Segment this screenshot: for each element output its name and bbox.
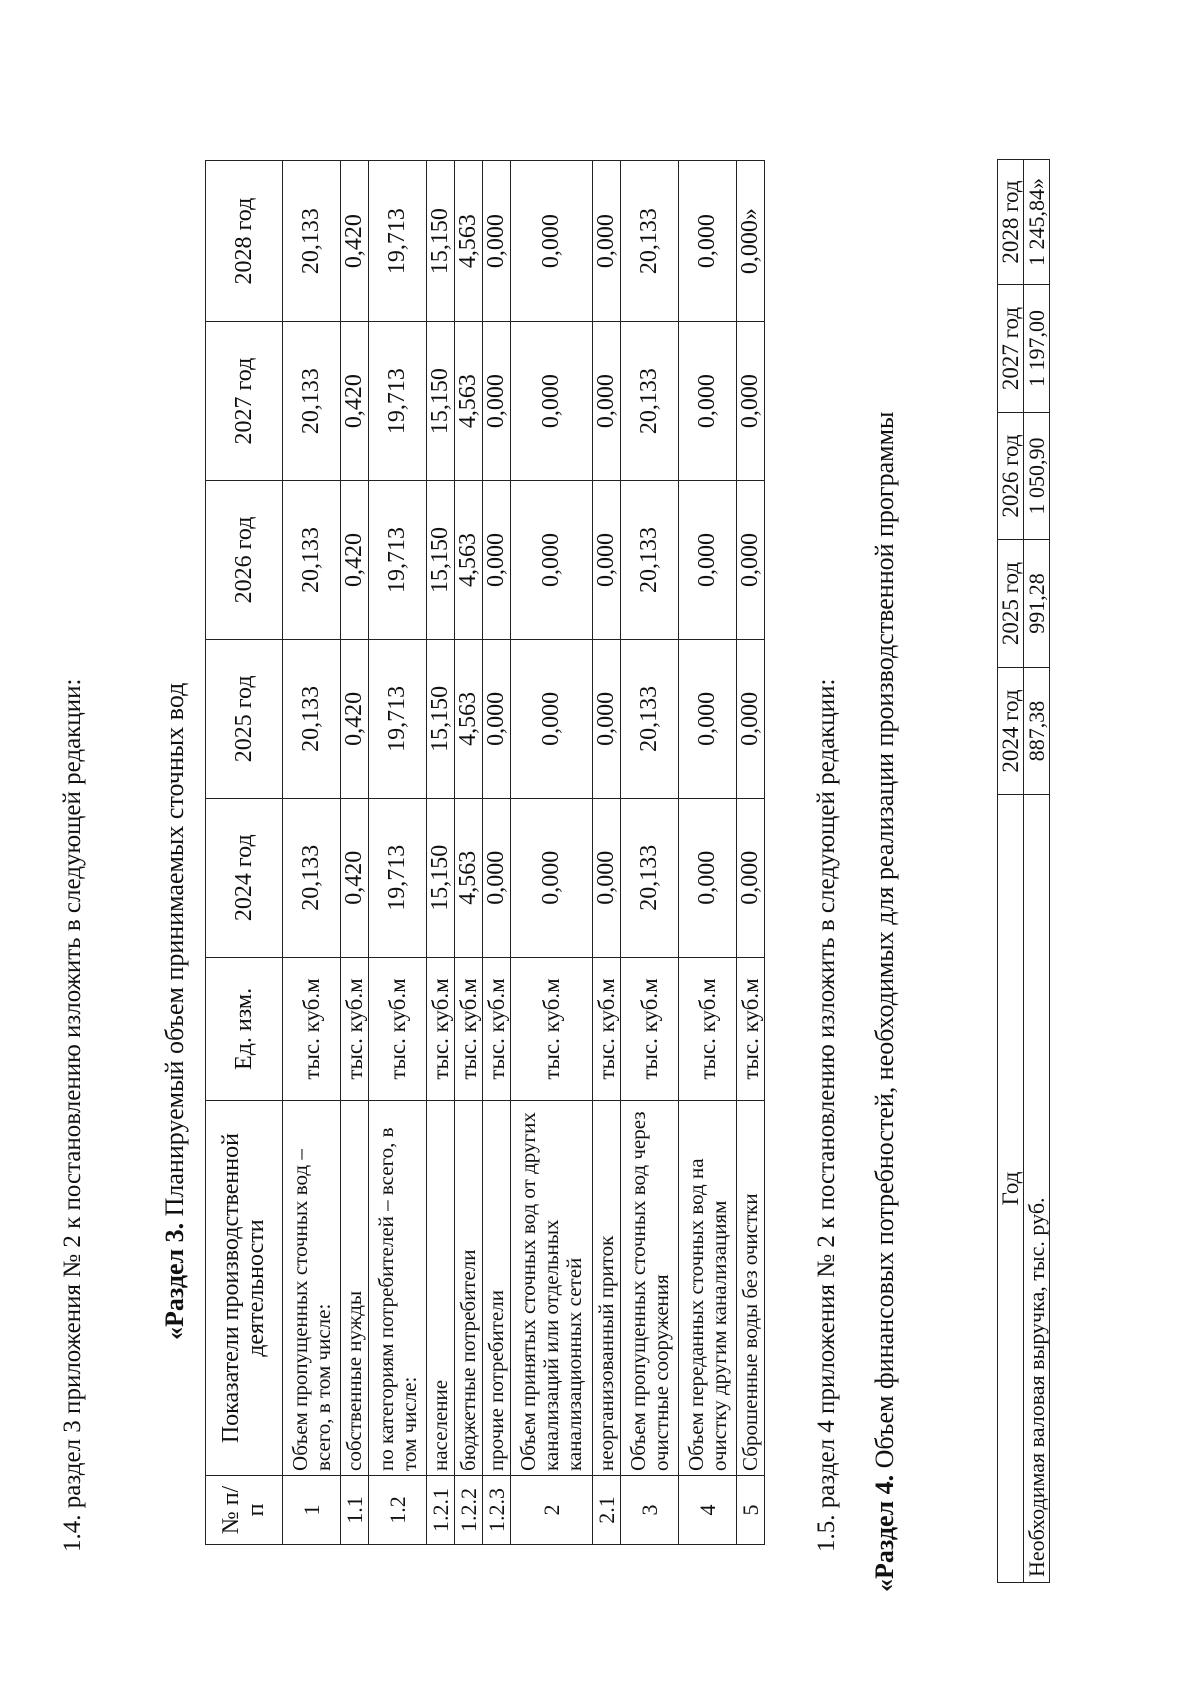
table-row <box>455 161 483 1545</box>
section-4-table <box>997 159 1050 1583</box>
table-row <box>679 161 737 1545</box>
value-cell: 0,000 <box>511 161 593 322</box>
value-cell: 4,563 <box>455 639 483 798</box>
row-number-cell: 1.1 <box>341 1475 369 1544</box>
indicator-name-cell: по категориям потребителей – всего, в том числе: <box>369 1101 427 1476</box>
value-cell: 0,000 <box>737 639 765 798</box>
value-cell: 0,000 <box>483 639 511 798</box>
table-cell: 1 197,00 <box>1024 285 1050 413</box>
row-number-cell: 1.2.2 <box>455 1475 483 1544</box>
value-cell: 0,000 <box>593 161 621 322</box>
value-cell: 20,133 <box>621 798 679 957</box>
row-number-cell: 3 <box>621 1475 679 1544</box>
table-row <box>283 161 341 1545</box>
value-cell: 19,713 <box>369 798 427 957</box>
row-number-cell: 4 <box>679 1475 737 1544</box>
indicator-name-cell: прочие потребители <box>483 1101 511 1476</box>
value-cell: 19,713 <box>369 322 427 481</box>
value-cell: 20,133 <box>283 798 341 957</box>
value-cell: 0,000 <box>483 322 511 481</box>
table-row <box>511 161 593 1545</box>
unit-cell: тыс. куб.м <box>369 957 427 1101</box>
value-cell: 4,563 <box>455 161 483 322</box>
section-3-table <box>205 160 765 1545</box>
column-header-year: 2027 год <box>998 285 1024 413</box>
value-cell: 0,000 <box>679 639 737 798</box>
column-header-year: 2028 год <box>206 161 283 322</box>
column-header-num: № п/п <box>206 1475 283 1544</box>
value-cell: 20,133 <box>621 322 679 481</box>
column-header-year: 2027 год <box>206 322 283 481</box>
section-3-heading <box>160 683 190 1340</box>
unit-cell: тыс. куб.м <box>483 957 511 1101</box>
value-cell: 0,000 <box>737 798 765 957</box>
column-header-unit: Ед. изм. <box>206 957 283 1101</box>
value-cell: 0,000 <box>511 798 593 957</box>
table-row <box>621 161 679 1545</box>
table-header-row <box>998 160 1024 1583</box>
value-cell: 0,000 <box>483 481 511 640</box>
section-4-heading <box>870 411 900 1592</box>
column-header-year: 2024 год <box>998 668 1024 795</box>
value-cell: 19,713 <box>369 639 427 798</box>
value-cell: 19,713 <box>369 161 427 322</box>
value-cell: 20,133 <box>621 639 679 798</box>
value-cell: 0,420 <box>341 798 369 957</box>
table-cell: 1 245,84» <box>1024 160 1050 285</box>
value-cell: 0,000 <box>737 322 765 481</box>
unit-cell: тыс. куб.м <box>455 957 483 1101</box>
paragraph-1-5: 1.5. раздел 4 приложения № 2 к постановлению изложить в следующей редакции: <box>813 678 840 1552</box>
table-row <box>341 161 369 1545</box>
section-3-prefix: «Раздел 3. <box>160 1222 189 1340</box>
column-header-year: 2026 год <box>998 413 1024 540</box>
value-cell: 4,563 <box>455 322 483 481</box>
value-cell: 0,000 <box>679 161 737 322</box>
indicator-name-cell: Объем пропущенных сточных вод – всего, в том числе: <box>283 1101 341 1476</box>
indicator-name-cell: собственные нужды <box>341 1101 369 1476</box>
value-cell: 19,713 <box>369 481 427 640</box>
unit-cell: тыс. куб.м <box>283 957 341 1101</box>
value-cell: 0,000 <box>483 798 511 957</box>
value-cell: 0,000 <box>593 639 621 798</box>
table-cell: 991,28 <box>1024 540 1050 668</box>
section-4-title: Объем финансовых потребностей, необходимых для реализации производственной программы <box>870 411 899 1475</box>
value-cell: 0,000 <box>483 161 511 322</box>
indicator-name-cell: Объем пропущенных сточных вод через очистные сооружения <box>621 1101 679 1476</box>
value-cell: 4,563 <box>455 481 483 640</box>
value-cell: 0,000 <box>593 481 621 640</box>
value-cell: 0,000 <box>511 481 593 640</box>
section-4-prefix: «Раздел 4. <box>870 1474 899 1592</box>
unit-cell: тыс. куб.м <box>679 957 737 1101</box>
row-number-cell: 1.2 <box>369 1475 427 1544</box>
table-row <box>369 161 427 1545</box>
table-row <box>593 161 621 1545</box>
column-header-year: 2026 год <box>206 481 283 640</box>
indicator-name-cell: Сброшенные воды без очистки <box>737 1101 765 1476</box>
value-cell: 0,420 <box>341 322 369 481</box>
indicator-name-cell: Объем принятых сточных вод от других канализаций или отдельных канализационных сетей <box>511 1101 593 1476</box>
value-cell: 15,150 <box>427 481 455 640</box>
indicator-name-cell: бюджетные потребители <box>455 1101 483 1476</box>
column-header-year-label: Год <box>998 795 1024 1583</box>
value-cell: 0,000 <box>737 481 765 640</box>
section-3-title: Планируемый объем принимаемых сточных вод <box>160 682 189 1223</box>
unit-cell: тыс. куб.м <box>427 957 455 1101</box>
value-cell: 20,133 <box>283 481 341 640</box>
indicator-name-cell: Объем переданных сточных вод на очистку другим канализациям <box>679 1101 737 1476</box>
row-number-cell: 1 <box>283 1475 341 1544</box>
unit-cell: тыс. куб.м <box>621 957 679 1101</box>
value-cell: 15,150 <box>427 322 455 481</box>
value-cell: 0,000 <box>679 322 737 481</box>
value-cell: 15,150 <box>427 639 455 798</box>
table-row <box>737 161 765 1545</box>
value-cell: 15,150 <box>427 798 455 957</box>
value-cell: 20,133 <box>621 481 679 640</box>
value-cell: 15,150 <box>427 161 455 322</box>
table-row <box>483 161 511 1545</box>
row-number-cell: 1.2.1 <box>427 1475 455 1544</box>
column-header-year: 2025 год <box>998 540 1024 668</box>
row-number-cell: 5 <box>737 1475 765 1544</box>
column-header-indicator: Показатели производственной деятельности <box>206 1101 283 1476</box>
column-header-year: 2028 год <box>998 160 1024 285</box>
indicator-name-cell: население <box>427 1101 455 1476</box>
value-cell: 4,563 <box>455 798 483 957</box>
value-cell: 0,420 <box>341 481 369 640</box>
value-cell: 20,133 <box>283 639 341 798</box>
value-cell: 0,000 <box>593 322 621 481</box>
column-header-year: 2024 год <box>206 798 283 957</box>
unit-cell: тыс. куб.м <box>593 957 621 1101</box>
table-cell: 1 050,90 <box>1024 413 1050 540</box>
value-cell: 20,133 <box>283 322 341 481</box>
value-cell: 0,000 <box>511 322 593 481</box>
table-cell: 887,38 <box>1024 668 1050 795</box>
row-number-cell: 1.2.3 <box>483 1475 511 1544</box>
value-cell: 20,133 <box>621 161 679 322</box>
row-label: Необходимая валовая выручка, тыс. руб. <box>1024 795 1050 1583</box>
table-row <box>1024 160 1050 1583</box>
value-cell: 0,000 <box>593 798 621 957</box>
table-row <box>427 161 455 1545</box>
unit-cell: тыс. куб.м <box>341 957 369 1101</box>
unit-cell: тыс. куб.м <box>737 957 765 1101</box>
column-header-year: 2025 год <box>206 639 283 798</box>
section-3-table-body <box>283 161 765 1545</box>
paragraph-1-4: 1.4. раздел 3 приложения № 2 к постановлению изложить в следующей редакции: <box>59 678 86 1552</box>
value-cell: 0,000» <box>737 161 765 322</box>
unit-cell: тыс. куб.м <box>511 957 593 1101</box>
row-number-cell: 2.1 <box>593 1475 621 1544</box>
value-cell: 0,000 <box>679 481 737 640</box>
indicator-name-cell: неорганизованный приток <box>593 1101 621 1476</box>
value-cell: 0,420 <box>341 161 369 322</box>
value-cell: 0,420 <box>341 639 369 798</box>
value-cell: 0,000 <box>679 798 737 957</box>
value-cell: 20,133 <box>283 161 341 322</box>
table-header-row <box>206 161 283 1545</box>
value-cell: 0,000 <box>511 639 593 798</box>
row-number-cell: 2 <box>511 1475 593 1544</box>
